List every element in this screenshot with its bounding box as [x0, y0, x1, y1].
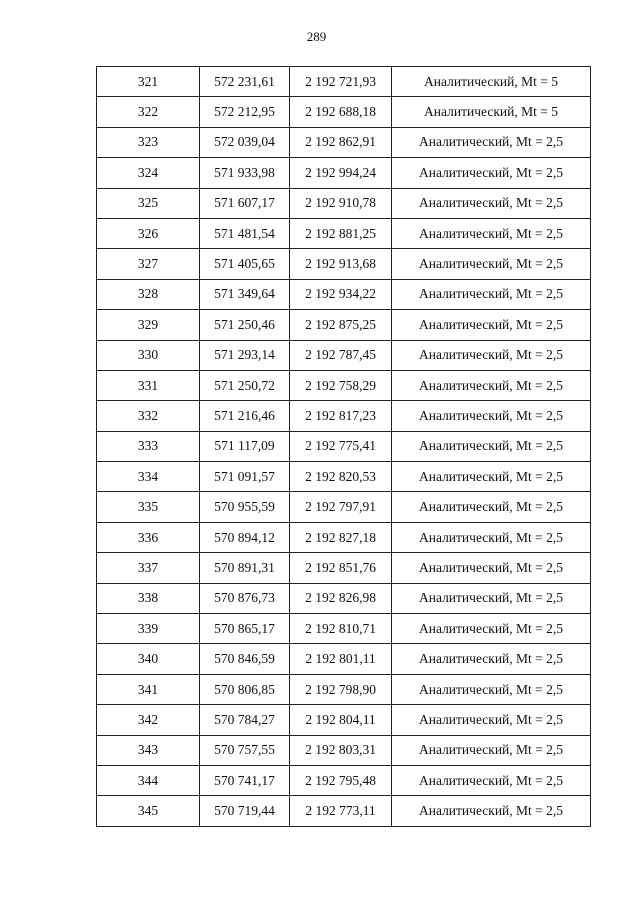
- point-number-cell: 334: [97, 462, 200, 492]
- x-coordinate-cell: 570 876,73: [200, 583, 290, 613]
- x-coordinate-cell: 571 607,17: [200, 188, 290, 218]
- table-row: [97, 340, 591, 370]
- method-cell: Аналитический, Mt = 2,5: [392, 765, 591, 795]
- point-number-cell: 342: [97, 705, 200, 735]
- method-cell: Аналитический, Mt = 2,5: [392, 644, 591, 674]
- point-number-cell: 321: [97, 67, 200, 97]
- y-coordinate-cell: 2 192 820,53: [290, 462, 392, 492]
- y-coordinate-cell: 2 192 881,25: [290, 218, 392, 248]
- y-coordinate-cell: 2 192 798,90: [290, 674, 392, 704]
- table-row: [97, 370, 591, 400]
- x-coordinate-cell: 570 894,12: [200, 522, 290, 552]
- point-number-cell: 332: [97, 401, 200, 431]
- table-row: [97, 158, 591, 188]
- point-number-cell: 343: [97, 735, 200, 765]
- table-row: [97, 796, 591, 826]
- table-row: [97, 553, 591, 583]
- y-coordinate-cell: 2 192 688,18: [290, 97, 392, 127]
- x-coordinate-cell: 571 117,09: [200, 431, 290, 461]
- method-cell: Аналитический, Mt = 2,5: [392, 522, 591, 552]
- point-number-cell: 323: [97, 127, 200, 157]
- y-coordinate-cell: 2 192 875,25: [290, 310, 392, 340]
- x-coordinate-cell: 571 349,64: [200, 279, 290, 309]
- point-number-cell: 329: [97, 310, 200, 340]
- method-cell: Аналитический, Mt = 5: [392, 67, 591, 97]
- method-cell: Аналитический, Mt = 2,5: [392, 553, 591, 583]
- table-row: [97, 67, 591, 97]
- y-coordinate-cell: 2 192 787,45: [290, 340, 392, 370]
- point-number-cell: 333: [97, 431, 200, 461]
- table-row: [97, 218, 591, 248]
- method-cell: Аналитический, Mt = 2,5: [392, 249, 591, 279]
- page-number: 289: [306, 29, 327, 44]
- method-cell: Аналитический, Mt = 5: [392, 97, 591, 127]
- y-coordinate-cell: 2 192 803,31: [290, 735, 392, 765]
- point-number-cell: 337: [97, 553, 200, 583]
- table-row: [97, 583, 591, 613]
- x-coordinate-cell: 571 481,54: [200, 218, 290, 248]
- y-coordinate-cell: 2 192 797,91: [290, 492, 392, 522]
- table-row: [97, 310, 591, 340]
- x-coordinate-cell: 570 891,31: [200, 553, 290, 583]
- point-number-cell: 340: [97, 644, 200, 674]
- y-coordinate-cell: 2 192 810,71: [290, 614, 392, 644]
- method-cell: Аналитический, Mt = 2,5: [392, 431, 591, 461]
- y-coordinate-cell: 2 192 775,41: [290, 431, 392, 461]
- x-coordinate-cell: 571 216,46: [200, 401, 290, 431]
- x-coordinate-cell: 572 231,61: [200, 67, 290, 97]
- x-coordinate-cell: 570 865,17: [200, 614, 290, 644]
- method-cell: Аналитический, Mt = 2,5: [392, 370, 591, 400]
- method-cell: Аналитический, Mt = 2,5: [392, 492, 591, 522]
- method-cell: Аналитический, Mt = 2,5: [392, 279, 591, 309]
- point-number-cell: 326: [97, 218, 200, 248]
- x-coordinate-cell: 570 955,59: [200, 492, 290, 522]
- method-cell: Аналитический, Mt = 2,5: [392, 188, 591, 218]
- y-coordinate-cell: 2 192 817,23: [290, 401, 392, 431]
- point-number-cell: 328: [97, 279, 200, 309]
- point-number-cell: 344: [97, 765, 200, 795]
- table-row: [97, 97, 591, 127]
- y-coordinate-cell: 2 192 773,11: [290, 796, 392, 826]
- table-row: [97, 431, 591, 461]
- method-cell: Аналитический, Mt = 2,5: [392, 127, 591, 157]
- y-coordinate-cell: 2 192 862,91: [290, 127, 392, 157]
- table-row: [97, 644, 591, 674]
- y-coordinate-cell: 2 192 910,78: [290, 188, 392, 218]
- coordinates-table: [96, 66, 591, 827]
- x-coordinate-cell: 570 806,85: [200, 674, 290, 704]
- point-number-cell: 341: [97, 674, 200, 704]
- x-coordinate-cell: 571 250,46: [200, 310, 290, 340]
- table-row: [97, 705, 591, 735]
- y-coordinate-cell: 2 192 913,68: [290, 249, 392, 279]
- method-cell: Аналитический, Mt = 2,5: [392, 583, 591, 613]
- point-number-cell: 324: [97, 158, 200, 188]
- x-coordinate-cell: 570 846,59: [200, 644, 290, 674]
- x-coordinate-cell: 570 741,17: [200, 765, 290, 795]
- table-row: [97, 249, 591, 279]
- point-number-cell: 325: [97, 188, 200, 218]
- x-coordinate-cell: 571 250,72: [200, 370, 290, 400]
- method-cell: Аналитический, Mt = 2,5: [392, 614, 591, 644]
- x-coordinate-cell: 570 719,44: [200, 796, 290, 826]
- method-cell: Аналитический, Mt = 2,5: [392, 735, 591, 765]
- x-coordinate-cell: 570 757,55: [200, 735, 290, 765]
- point-number-cell: 336: [97, 522, 200, 552]
- method-cell: Аналитический, Mt = 2,5: [392, 401, 591, 431]
- x-coordinate-cell: 572 212,95: [200, 97, 290, 127]
- y-coordinate-cell: 2 192 795,48: [290, 765, 392, 795]
- table-row: [97, 765, 591, 795]
- point-number-cell: 338: [97, 583, 200, 613]
- y-coordinate-cell: 2 192 827,18: [290, 522, 392, 552]
- method-cell: Аналитический, Mt = 2,5: [392, 310, 591, 340]
- y-coordinate-cell: 2 192 721,93: [290, 67, 392, 97]
- y-coordinate-cell: 2 192 826,98: [290, 583, 392, 613]
- x-coordinate-cell: 571 091,57: [200, 462, 290, 492]
- coordinates-table-body: [97, 67, 591, 827]
- table-row: [97, 188, 591, 218]
- table-row: [97, 674, 591, 704]
- x-coordinate-cell: 571 933,98: [200, 158, 290, 188]
- table-row: [97, 522, 591, 552]
- table-row: [97, 279, 591, 309]
- method-cell: Аналитический, Mt = 2,5: [392, 340, 591, 370]
- y-coordinate-cell: 2 192 758,29: [290, 370, 392, 400]
- table-row: [97, 735, 591, 765]
- y-coordinate-cell: 2 192 801,11: [290, 644, 392, 674]
- table-row: [97, 462, 591, 492]
- table-row: [97, 401, 591, 431]
- method-cell: Аналитический, Mt = 2,5: [392, 158, 591, 188]
- y-coordinate-cell: 2 192 994,24: [290, 158, 392, 188]
- y-coordinate-cell: 2 192 934,22: [290, 279, 392, 309]
- point-number-cell: 339: [97, 614, 200, 644]
- table-row: [97, 127, 591, 157]
- y-coordinate-cell: 2 192 804,11: [290, 705, 392, 735]
- method-cell: Аналитический, Mt = 2,5: [392, 674, 591, 704]
- point-number-cell: 335: [97, 492, 200, 522]
- point-number-cell: 331: [97, 370, 200, 400]
- method-cell: Аналитический, Mt = 2,5: [392, 705, 591, 735]
- method-cell: Аналитический, Mt = 2,5: [392, 462, 591, 492]
- x-coordinate-cell: 570 784,27: [200, 705, 290, 735]
- point-number-cell: 330: [97, 340, 200, 370]
- point-number-cell: 345: [97, 796, 200, 826]
- method-cell: Аналитический, Mt = 2,5: [392, 796, 591, 826]
- x-coordinate-cell: 571 405,65: [200, 249, 290, 279]
- table-row: [97, 614, 591, 644]
- y-coordinate-cell: 2 192 851,76: [290, 553, 392, 583]
- x-coordinate-cell: 571 293,14: [200, 340, 290, 370]
- method-cell: Аналитический, Mt = 2,5: [392, 218, 591, 248]
- point-number-cell: 327: [97, 249, 200, 279]
- table-row: [97, 492, 591, 522]
- point-number-cell: 322: [97, 97, 200, 127]
- x-coordinate-cell: 572 039,04: [200, 127, 290, 157]
